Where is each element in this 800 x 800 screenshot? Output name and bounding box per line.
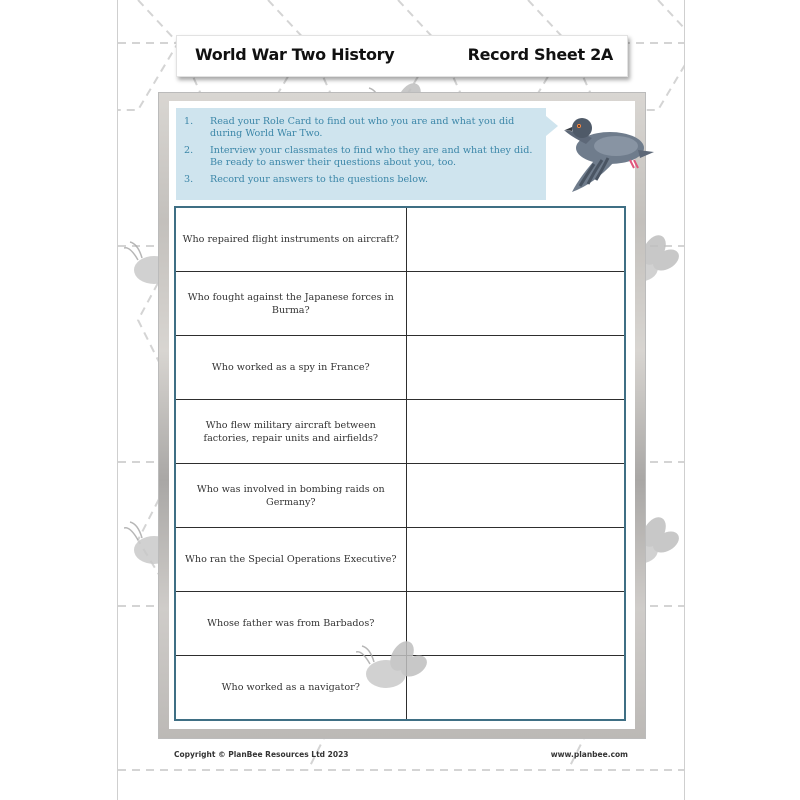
answer-cell[interactable] (406, 464, 625, 528)
question-cell: Who worked as a navigator? (175, 656, 406, 721)
instructions-list (184, 116, 540, 191)
instruction-item (184, 174, 540, 186)
answer-cell[interactable] (406, 336, 625, 400)
question-cell: Who fought against the Japanese forces in Burma? (175, 272, 406, 336)
worksheet-page (117, 0, 685, 800)
table-row (175, 207, 625, 272)
answer-cell[interactable] (406, 400, 625, 464)
instruction-item (184, 145, 540, 169)
title-bar (176, 35, 628, 77)
pigeon-illustration (550, 106, 654, 198)
answer-cell[interactable] (406, 656, 625, 721)
website-link[interactable]: www.planbee.com (550, 750, 628, 759)
instruction-item (184, 116, 540, 140)
instruction-number: 2. (184, 145, 194, 156)
question-cell: Who worked as a spy in France? (175, 336, 406, 400)
instruction-text: Read your Role Card to find out who you are and what you did during World War Two. (210, 116, 515, 139)
table-row (175, 528, 625, 592)
answer-cell[interactable] (406, 207, 625, 272)
copyright-text: Copyright © PlanBee Resources Ltd 2023 (174, 750, 349, 759)
sheet-label: Record Sheet 2A (467, 45, 613, 64)
page-title: World War Two History (195, 45, 395, 64)
answer-cell[interactable] (406, 272, 625, 336)
instructions-box (176, 108, 546, 200)
question-cell: Who ran the Special Operations Executive? (175, 528, 406, 592)
instruction-text: Record your answers to the questions below. (210, 174, 429, 185)
table-row (175, 464, 625, 528)
table-row (175, 272, 625, 336)
table-row (175, 400, 625, 464)
question-cell: Who repaired flight instruments on aircraft? (175, 207, 406, 272)
question-cell: Who was involved in bombing raids on Germany? (175, 464, 406, 528)
answer-cell[interactable] (406, 528, 625, 592)
instruction-text: Interview your classmates to find who they are and what they did. Be ready to answer their questions about you, too. (210, 145, 533, 168)
question-cell: Whose father was from Barbados? (175, 592, 406, 656)
bee-watermark-icon (356, 640, 436, 700)
instruction-number: 1. (184, 116, 194, 127)
table-row (175, 336, 625, 400)
question-cell: Who flew military aircraft between factories, repair units and airfields? (175, 400, 406, 464)
instruction-number: 3. (184, 174, 194, 185)
answer-cell[interactable] (406, 592, 625, 656)
